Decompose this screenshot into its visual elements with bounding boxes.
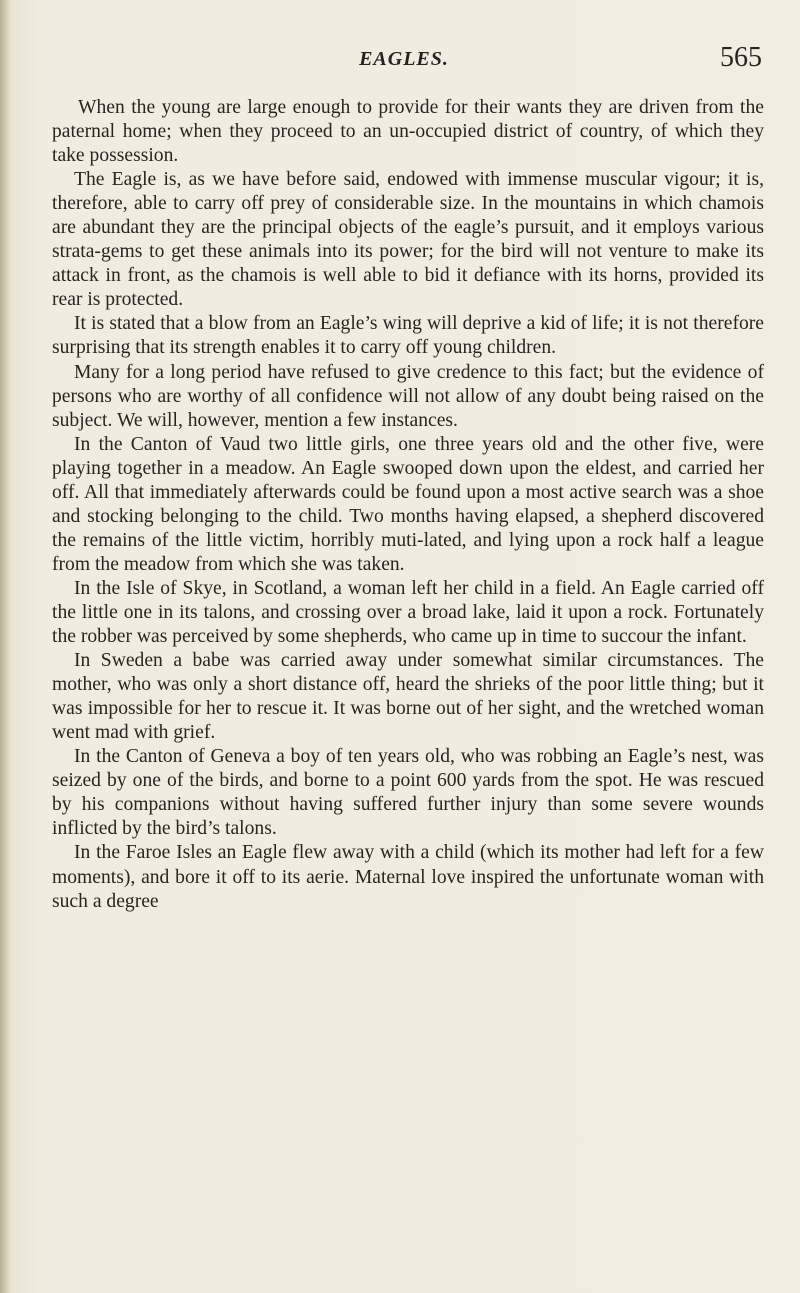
paragraph: It is stated that a blow from an Eagle’s wing will deprive a kid of life; it is not therefore surprising that its strength enables it to carry off young children. (52, 313, 764, 359)
gutter-shadow (0, 0, 10, 1293)
page-header (46, 42, 762, 86)
paragraph: In Sweden a babe was carried away under somewhat similar circumstances. The mother, who was only a short distance off, heard the shrieks of the poor little thing; but it was impossible for her to rescue it. It was borne out of her sight, and the wretched woman went mad with grief. (52, 650, 764, 744)
paragraph: When the young are large enough to provide for their wants they are driven from the paternal home; when they proceed to an un-occupied district of country, of which they take possession. (52, 97, 764, 167)
body-text (52, 96, 764, 914)
paragraph: In the Canton of Geneva a boy of ten years old, who was robbing an Eagle’s nest, was seized by one of the birds, and borne to a point 600 yards from the spot. He was rescued by his companions without having suffered further injury than some severe wounds inflicted by the bird’s talons. (52, 746, 764, 840)
paragraph: In the Canton of Vaud two little girls, one three years old and the other five, were playing together in a meadow. An Eagle swooped down upon the eldest, and carried her off. All that immediately afterwards could be found upon a most active search was a shoe and stocking belonging to the child. Two months having elapsed, a shepherd discovered the remains of the little victim, horribly muti-lated, and lying upon a rock half a league from the meadow from which she was taken. (52, 433, 764, 575)
paragraph: In the Faroe Isles an Eagle flew away with a child (which its mother had left for a few moments), and bore it off to its aerie. Maternal love inspired the unfortunate woman with such a degree (52, 842, 764, 912)
paragraph: In the Isle of Skye, in Scotland, a woman left her child in a field. An Eagle carried off the little one in its talons, and crossing over a broad lake, laid it upon a rock. Fortunately the robber was perceived by some shepherds, who came up in time to succour the infant. (52, 577, 764, 648)
paragraph: The Eagle is, as we have before said, endowed with immense muscular vigour; it is, therefore, able to carry off prey of considerable size. In the mountains in which chamois are abundant they are the principal objects of the eagle’s pursuit, and it employs various strata-gems to get these animals into its power; for the bird will not venture to make its attack in front, as the chamois is well able to bid it defiance with its horns, provided its rear is protected. (52, 169, 764, 311)
running-head: EAGLES. (359, 48, 449, 70)
page-number: 565 (720, 42, 762, 73)
paragraph: Many for a long period have refused to give credence to this fact; but the evidence of persons who are worthy of all confidence will not allow of any doubt being raised on the subject. We will, however, mention a few instances. (52, 361, 764, 431)
